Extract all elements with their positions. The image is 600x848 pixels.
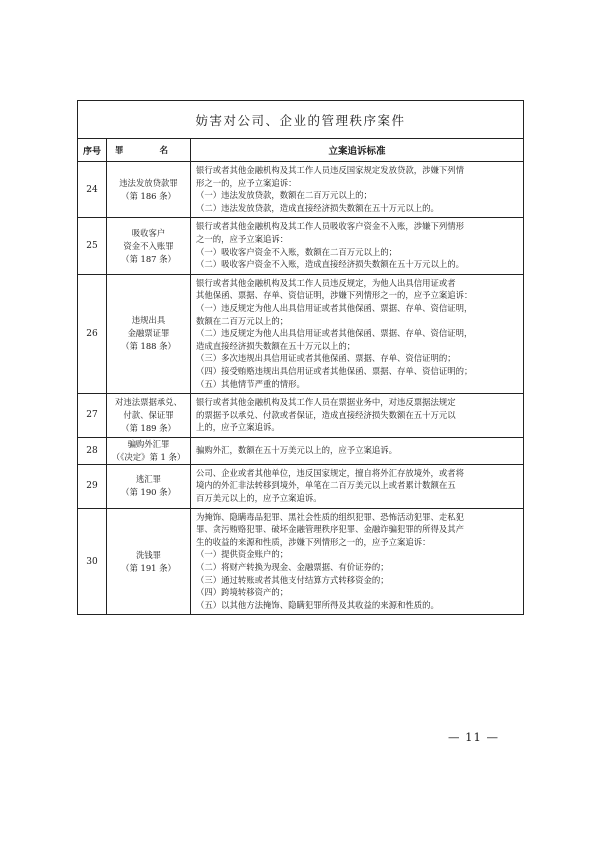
standard-line: （四）跨境转移资产的； (196, 587, 289, 598)
standard-line: 公司、企业或者其他单位，违反国家规定，擅自将外汇存放境外，或者将 (196, 467, 464, 478)
crime-name-cell (107, 508, 191, 614)
standard-line: 的票据予以承兑、付款或者保证，造成直接经济损失数额在五十万元以 (196, 409, 456, 420)
standard-line: （四）接受贿赂违规出具信用证或者其他保函、票据、存单、资信证明的； (196, 365, 473, 376)
crime-name-cell (107, 437, 191, 464)
crime-name-cell (107, 218, 191, 274)
row-number: 27 (78, 394, 107, 438)
standard-line: （二）违法发放贷款，造成直接经济损失数额在五十万元以上的。 (196, 202, 439, 213)
crime-name-line: （第 191 条） (121, 562, 176, 573)
crime-name-line: （第 189 条） (121, 422, 176, 433)
standard-line: （二）将财产转换为现金、金融票据、有价证券的； (196, 562, 389, 573)
crime-name-line: （第 190 条） (121, 487, 176, 498)
standard-line: 百万美元以上的，应予立案追诉。 (196, 493, 322, 504)
crime-name-cell (107, 162, 191, 218)
standard-line: （三）多次违规出具信用证或者其他保函、票据、存单、资信证明的； (196, 353, 456, 364)
standard-cell (191, 437, 524, 464)
table-row (78, 437, 523, 464)
standard-line: 上的，应予立案追诉。 (196, 422, 280, 433)
standard-line: 银行或者其他金融机构及其工作人员在票据业务中，对违反票据法规定 (196, 397, 456, 408)
table-row (78, 162, 523, 218)
standard-line: （五）其他情节严重的情形。 (196, 378, 305, 389)
crime-name-line: 金融票证罪 (127, 328, 170, 339)
crime-name-line: （第 187 条） (121, 253, 176, 264)
crime-name-cell (107, 394, 191, 438)
standard-cell (191, 274, 524, 393)
crime-name-line: （第 188 条） (121, 341, 176, 352)
standard-cell (191, 464, 524, 508)
standard-line: 骗购外汇，数额在五十万美元以上的，应予立案追诉。 (196, 445, 397, 456)
crime-name-line: 骗购外汇罪 (127, 438, 170, 449)
crime-name-line: 逃汇罪 (135, 474, 162, 485)
header-name-label: 罪 名 (114, 144, 183, 155)
header-name (107, 139, 191, 162)
crime-name-line: 洗钱罪 (135, 549, 162, 560)
row-number: 28 (78, 437, 107, 464)
table-row (78, 464, 523, 508)
standard-line: 形之一的，应予立案追诉： (196, 177, 297, 188)
standard-line: 境内的外汇非法转移到境外，单笔在二百万美元以上或者累计数额在五 (196, 480, 456, 491)
standard-line: （二）违反规定为他人出具信用证或者其他保函、票据、存单、资信证明， (196, 328, 473, 339)
table-row (78, 274, 523, 393)
standard-line: （五）以其他方法掩饰、隐瞒犯罪所得及其收益的来源和性质的。 (196, 599, 439, 610)
table-row (78, 218, 523, 274)
table-body (78, 162, 523, 615)
standard-line: 银行或者其他金融机构及其工作人员违反国家规定发放贷款，涉嫌下列情 (196, 165, 464, 175)
crime-name-line: 违规出具 (131, 315, 166, 326)
crime-name-cell (107, 274, 191, 393)
standard-line: 数额在二百万元以上的； (196, 315, 289, 326)
standard-cell (191, 162, 524, 218)
header-no: 序号 (78, 139, 107, 162)
row-number: 24 (78, 162, 107, 218)
header-standard: 立案追诉标准 (191, 139, 524, 162)
standard-cell (191, 508, 524, 614)
standard-line: 为掩饰、隐瞒毒品犯罪、黑社会性质的组织犯罪、恐怖活动犯罪、走私犯 (196, 511, 464, 522)
standard-line: 造成直接经济损失数额在五十万元以上的； (196, 340, 356, 351)
standard-line: 生的收益的来源和性质，涉嫌下列情形之一的，应予立案追诉： (196, 536, 431, 547)
page-number: — 11 — (448, 730, 499, 744)
crime-name-line: 违法发放贷款罪 (119, 177, 178, 188)
standard-line: （一）提供资金账户的； (196, 549, 289, 560)
row-number: 25 (78, 218, 107, 274)
row-number: 29 (78, 464, 107, 508)
standard-line: （一）违反规定为他人出具信用证或者其他保函、票据、存单、资信证明， (196, 302, 473, 313)
standard-line: 银行或者其他金融机构及其工作人员违反规定，为他人出具信用证或者 (196, 277, 456, 288)
row-number: 30 (78, 508, 107, 614)
table-row (78, 508, 523, 614)
standard-line: 之一的，应予立案追诉： (196, 233, 289, 244)
table-row (78, 394, 523, 438)
standard-line: 罪、贪污贿赂犯罪、破坏金融管理秩序犯罪、金融诈骗犯罪的所得及其产 (196, 524, 464, 535)
crime-name-line: 付款、保证罪 (123, 409, 174, 420)
table-title: 妨害对公司、企业的管理秩序案件 (78, 101, 523, 139)
standard-line: （一）违法发放贷款，数额在二百万元以上的； (196, 190, 372, 201)
standard-line: 银行或者其他金融机构及其工作人员吸收客户资金不入账，涉嫌下列情形 (196, 221, 464, 232)
standard-line: （三）通过转账或者其他支付结算方式转移资金的； (196, 574, 389, 585)
crime-name-line: 对违法票据承兑、 (115, 396, 182, 407)
header-row (78, 139, 523, 162)
row-number: 26 (78, 274, 107, 393)
case-table-frame (77, 100, 524, 615)
standard-cell (191, 394, 524, 438)
standard-line: （二）吸收客户资金不入账，造成直接经济损失数额在五十万元以上的。 (196, 259, 464, 270)
crime-name-line: （第 186 条） (121, 190, 176, 201)
crime-name-line: 吸收客户 (131, 227, 166, 238)
standard-line: 其他保函、票据、存单、资信证明，涉嫌下列情形之一的，应予立案追诉： (196, 290, 473, 301)
crime-name-line: 资金不入账罪 (123, 240, 174, 251)
crime-name-cell (107, 464, 191, 508)
crime-name-line: （《决定》第 1 条） (111, 451, 186, 462)
prosecution-standards-table (78, 139, 523, 614)
standard-cell (191, 218, 524, 274)
standard-line: （一）吸收客户资金不入账，数额在二百万元以上的； (196, 246, 397, 257)
